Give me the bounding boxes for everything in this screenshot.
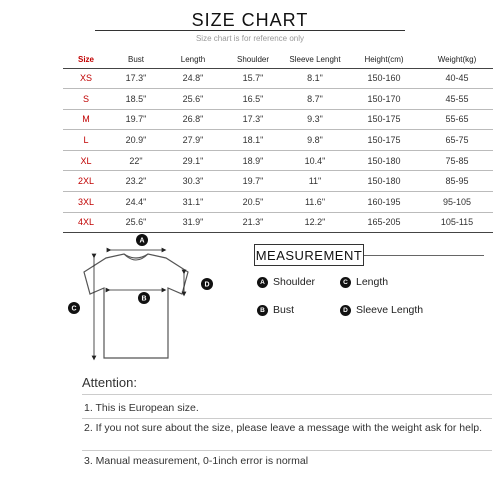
legend-label: Shoulder <box>273 276 316 288</box>
marker-b <box>138 292 150 304</box>
svg-text:A: A <box>139 237 145 245</box>
legend-bust <box>257 304 294 316</box>
size-cell: L <box>63 130 109 151</box>
measurement-divider <box>364 255 484 256</box>
table-cell: 65-75 <box>421 130 493 151</box>
tshirt-diagram <box>64 228 229 378</box>
table-cell: 85-95 <box>421 171 493 192</box>
column-header: Weight(kg) <box>421 52 493 68</box>
table-cell: 22" <box>109 150 163 171</box>
badge-icon: A <box>257 277 268 288</box>
table-cell: 150-180 <box>347 171 421 192</box>
table-cell: 21.3" <box>223 212 283 233</box>
column-header: Length <box>163 52 223 68</box>
svg-text:B: B <box>141 295 147 303</box>
table-cell: 55-65 <box>421 109 493 130</box>
table-header-row <box>63 52 493 68</box>
legend-label: Sleeve Length <box>356 304 424 316</box>
table-cell: 105-115 <box>421 212 493 233</box>
size-cell: XS <box>63 68 109 89</box>
table-cell: 19.7" <box>223 171 283 192</box>
table-cell: 31.9" <box>163 212 223 233</box>
column-header: Size <box>63 52 109 68</box>
table-cell: 16.5" <box>223 89 283 110</box>
legend-sleeve-length <box>340 304 423 316</box>
size-cell: S <box>63 89 109 110</box>
table-cell: 8.1" <box>283 68 347 89</box>
table-cell: 23.2" <box>109 171 163 192</box>
badge-icon: C <box>340 277 351 288</box>
tshirt-outline <box>84 254 188 358</box>
column-header: Sleeve Lenght <box>283 52 347 68</box>
table-cell: 75-85 <box>421 150 493 171</box>
measurement-heading: MEASUREMENT <box>254 244 364 266</box>
table-cell: 11.6" <box>283 192 347 213</box>
size-cell: 3XL <box>63 192 109 213</box>
table-cell: 95-105 <box>421 192 493 213</box>
legend-label: Bust <box>273 304 295 316</box>
size-cell: M <box>63 109 109 130</box>
table-cell: 150-175 <box>347 109 421 130</box>
table-cell: 45-55 <box>421 89 493 110</box>
badge-icon: B <box>257 305 268 316</box>
table-cell: 150-170 <box>347 89 421 110</box>
table-cell: 11" <box>283 171 347 192</box>
legend-shoulder <box>257 276 315 288</box>
table-cell: 29.1" <box>163 150 223 171</box>
note-3: 3. Manual measurement, 0-1inch error is normal <box>84 455 309 467</box>
table-row <box>63 192 493 213</box>
table-row <box>63 171 493 192</box>
table-cell: 31.1" <box>163 192 223 213</box>
table-cell: 18.5" <box>109 89 163 110</box>
legend-label: Length <box>356 276 389 288</box>
table-cell: 18.1" <box>223 130 283 151</box>
table-cell: 9.8" <box>283 130 347 151</box>
note-divider <box>82 418 492 419</box>
attention-heading: Attention: <box>82 375 137 390</box>
table-row <box>63 130 493 151</box>
table-cell: 19.7" <box>109 109 163 130</box>
table-cell: 26.8" <box>163 109 223 130</box>
column-header: Bust <box>109 52 163 68</box>
table-cell: 17.3" <box>109 68 163 89</box>
marker-a <box>136 234 148 246</box>
table-cell: 20.5" <box>223 192 283 213</box>
table-row <box>63 109 493 130</box>
table-cell: 8.7" <box>283 89 347 110</box>
note-2: 2. If you not sure about the size, please leave a message with the weight ask for help. <box>84 422 483 434</box>
title-divider <box>95 30 405 31</box>
size-cell: XL <box>63 150 109 171</box>
table-row <box>63 68 493 89</box>
size-chart-table <box>63 52 493 233</box>
table-cell: 150-160 <box>347 68 421 89</box>
table-cell: 30.3" <box>163 171 223 192</box>
table-row <box>63 89 493 110</box>
note-1: 1. This is European size. <box>84 402 199 414</box>
table-cell: 24.4" <box>109 192 163 213</box>
table-cell: 20.9" <box>109 130 163 151</box>
table-cell: 15.7" <box>223 68 283 89</box>
badge-icon: D <box>340 305 351 316</box>
table-cell: 12.2" <box>283 212 347 233</box>
note-divider <box>82 450 492 451</box>
table-cell: 150-180 <box>347 150 421 171</box>
table-cell: 150-175 <box>347 130 421 151</box>
table-cell: 9.3" <box>283 109 347 130</box>
table-cell: 25.6" <box>109 212 163 233</box>
table-cell: 18.9" <box>223 150 283 171</box>
table-row <box>63 150 493 171</box>
table-cell: 24.8" <box>163 68 223 89</box>
size-cell: 2XL <box>63 171 109 192</box>
size-cell: 4XL <box>63 212 109 233</box>
table-cell: 25.6" <box>163 89 223 110</box>
svg-text:C: C <box>71 305 77 313</box>
table-cell: 10.4" <box>283 150 347 171</box>
table-cell: 17.3" <box>223 109 283 130</box>
svg-text:D: D <box>204 281 210 289</box>
table-cell: 40-45 <box>421 68 493 89</box>
table-cell: 27.9" <box>163 130 223 151</box>
attention-divider <box>82 394 492 395</box>
page-subtitle: Size chart is for reference only <box>195 34 305 43</box>
column-header: Shoulder <box>223 52 283 68</box>
legend-length <box>340 276 388 288</box>
marker-c <box>68 302 80 314</box>
marker-d <box>201 278 213 290</box>
table-cell: 160-195 <box>347 192 421 213</box>
column-header: Height(cm) <box>347 52 421 68</box>
page-title: SIZE CHART <box>191 10 309 30</box>
table-cell: 165-205 <box>347 212 421 233</box>
